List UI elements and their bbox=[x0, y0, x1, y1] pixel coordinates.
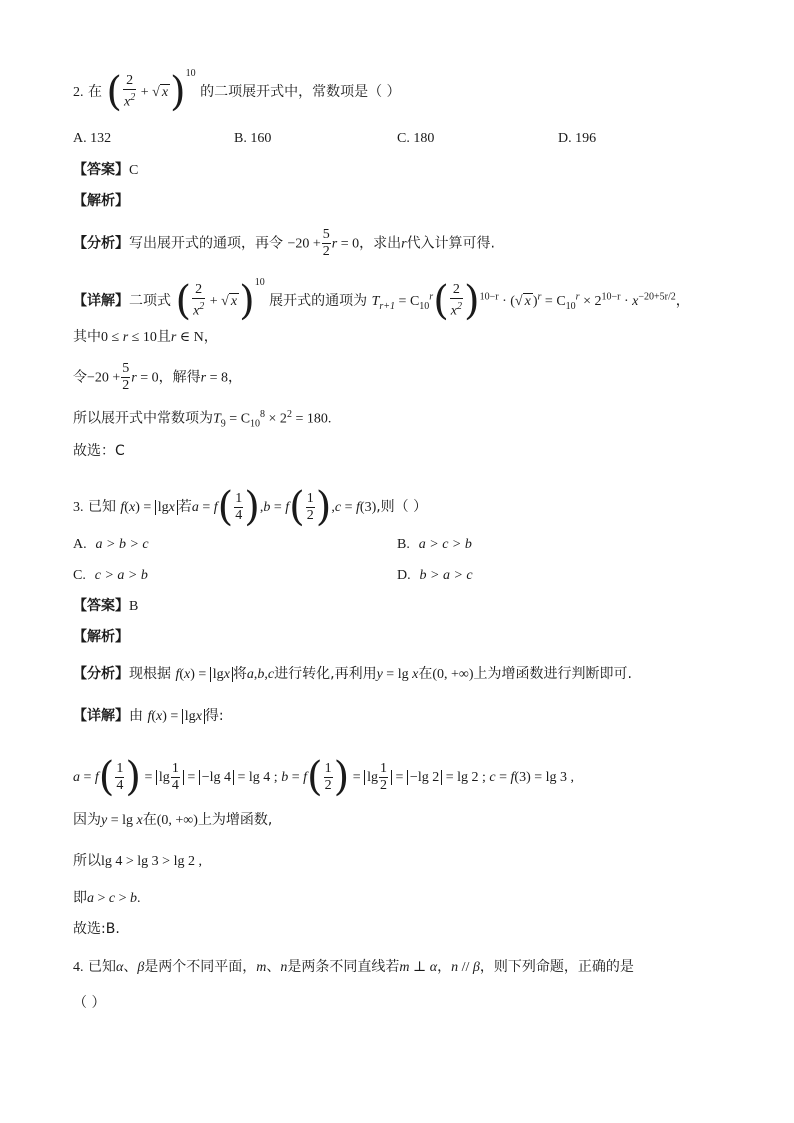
q3-fenxi: 【分析】现根据 f(x) = lgx 将a,b,c进行转化,再利用y = lg x在(0, +∞)上为增函数进行判断即可. bbox=[73, 666, 632, 682]
q2-option-c[interactable]: C. 180 bbox=[397, 131, 435, 146]
q3-because-line: 因为y = lg x在(0, +∞)上为增函数, bbox=[73, 812, 273, 828]
q2-post: 的二项展开式中，常数项是（ ） bbox=[200, 84, 401, 100]
q4-number: 4. bbox=[73, 960, 84, 975]
q3-choose: 故选:B. bbox=[73, 921, 120, 937]
answer-value: C bbox=[129, 163, 139, 178]
q3-analysis-tag: 【解析】 bbox=[73, 629, 129, 645]
answer-tag: 【答案】 bbox=[73, 162, 129, 178]
q2-analysis-tag: 【解析】 bbox=[73, 193, 129, 209]
q3-so-line: 所以lg 4 > lg 3 > lg 2 , bbox=[73, 853, 202, 869]
q2-number: 2. bbox=[73, 85, 84, 100]
q4-stem: 4. 已知α、β是两个不同平面，m、n是两条不同直线若m ⊥ α，n // β，则下列命题，正确的是 bbox=[73, 959, 634, 975]
q4-paren: （ ） bbox=[73, 995, 106, 1011]
q2-fenxi: 【分析】写出展开式的通项，再令 −20 + $\frac{5}{2}$ r = 0，求出r代入计算可得. bbox=[73, 227, 496, 259]
q2-xiangjie: 【详解】二项式 ( $\frac{2}{x^2}$ + √ x)$^{10}$ 展开式的通项为 $T_{r+1} = C_{10}^r$( $\frac{2}{x^2}$ )$^{10-r}$ · (√ x )$^r = C_{10}^r \times 2^{10-r} \cdot x^{-20+5r/2}$， bbox=[73, 277, 690, 324]
q2-choose: 故选：C bbox=[73, 443, 125, 459]
q3-number: 3. bbox=[73, 500, 84, 515]
q3-answer bbox=[73, 596, 138, 617]
q3-compute-line: a = f( $\frac{1}{4}$ ) = lg $\frac{1}{4}$ = −lg 4 = lg 4 ; b = f( $\frac{1}{2}$ ) = lg $\frac{1}{2}$ = −lg 2 = lg 2 ; c = f(3) = lg 3 , bbox=[73, 754, 575, 800]
q2-range-line: 其中0 ≤ r ≤ 10且r ∈ N， bbox=[73, 329, 218, 345]
q3-option-c[interactable]: C. c > a > b bbox=[73, 568, 148, 583]
q3-option-d[interactable]: D. b > a > c bbox=[397, 568, 473, 583]
answer-value: B bbox=[129, 599, 139, 614]
q2-answer bbox=[73, 160, 138, 181]
q2-option-d[interactable]: D. 196 bbox=[558, 131, 597, 146]
q3-option-b[interactable]: B. a > c > b bbox=[397, 537, 472, 552]
q2-solve-line: 令−20 + $\frac{5}{2}$ r = 0，解得r = 8， bbox=[73, 361, 243, 393]
q2-option-b[interactable]: B. 160 bbox=[234, 131, 272, 146]
q2-pre: 在 bbox=[87, 84, 102, 100]
q2-result-line: 所以展开式中常数项为$T_9 = C_{10}^8 \times 2^2 = 180$. bbox=[73, 409, 332, 430]
q2-stem: 2. 在 ( $\frac{2}{x^2}$ + √ x)$^{10}$ 的二项展开式中，常数项是（ ） bbox=[73, 68, 401, 115]
q3-stem: 3. 已知 f(x) = lgx 若a = f( $\frac{1}{4}$ ),b = f( $\frac{1}{2}$ ),c = f(3),则（ ） bbox=[73, 484, 428, 530]
q3-thus-line: 即a > c > b. bbox=[73, 890, 141, 906]
answer-tag: 【答案】 bbox=[73, 598, 129, 614]
q3-xiangjie: 【详解】由 f(x) = lgx 得: bbox=[73, 708, 224, 724]
q3-option-a[interactable]: A. a > b > c bbox=[73, 537, 149, 552]
q2-option-a[interactable]: A. 132 bbox=[73, 131, 112, 146]
